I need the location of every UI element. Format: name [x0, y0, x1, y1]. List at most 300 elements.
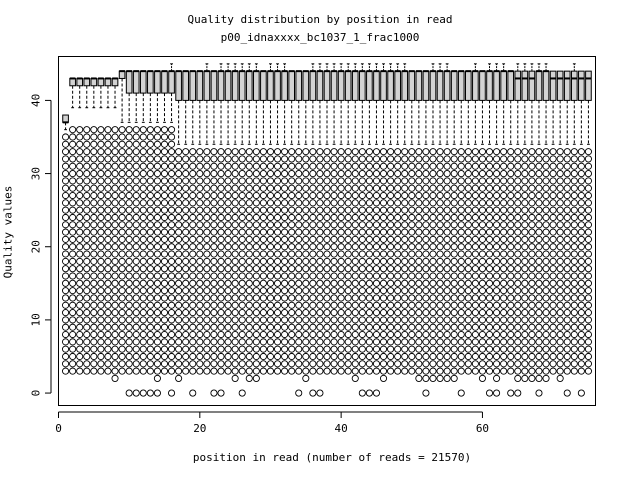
outlier-point — [218, 207, 224, 213]
outlier-point — [126, 361, 132, 367]
outlier-point — [444, 331, 450, 337]
outlier-point — [395, 346, 401, 352]
outlier-point — [190, 214, 196, 220]
outlier-point — [218, 214, 224, 220]
outlier-point — [260, 163, 266, 169]
outlier-point — [62, 339, 68, 345]
outlier-point — [402, 185, 408, 191]
outlier-point — [310, 295, 316, 301]
outlier-point — [77, 258, 83, 264]
outlier-point — [218, 258, 224, 264]
outlier-point — [324, 214, 330, 220]
outlier-point — [578, 149, 584, 155]
outlier-point — [91, 251, 97, 257]
outlier-point — [409, 346, 415, 352]
outlier-point — [154, 222, 160, 228]
outlier-point — [536, 258, 542, 264]
outlier-point — [536, 339, 542, 345]
outlier-point — [564, 317, 570, 323]
outlier-point — [423, 156, 429, 162]
outlier-point — [395, 361, 401, 367]
outlier-point — [168, 324, 174, 330]
outlier-point — [395, 178, 401, 184]
outlier-point — [331, 200, 337, 206]
outlier-point — [289, 288, 295, 294]
outlier-point — [402, 346, 408, 352]
outlier-point — [204, 266, 210, 272]
outlier-point — [154, 295, 160, 301]
outlier-point — [465, 185, 471, 191]
outlier-point — [395, 317, 401, 323]
outlier-point — [550, 192, 556, 198]
outlier-point — [183, 339, 189, 345]
outlier-point — [211, 200, 217, 206]
outlier-point — [345, 185, 351, 191]
outlier-point — [529, 149, 535, 155]
outlier-point — [246, 280, 252, 286]
outlier-point — [267, 331, 273, 337]
outlier-point — [112, 200, 118, 206]
outlier-point — [423, 266, 429, 272]
outlier-point — [451, 192, 457, 198]
outlier-point — [345, 339, 351, 345]
outlier-point — [402, 192, 408, 198]
outlier-point — [409, 251, 415, 257]
outlier-point — [260, 361, 266, 367]
outlier-point — [133, 222, 139, 228]
box — [451, 71, 457, 100]
outlier-point — [218, 185, 224, 191]
box — [550, 71, 556, 100]
outlier-point — [303, 258, 309, 264]
outlier-point — [282, 273, 288, 279]
outlier-point — [395, 185, 401, 191]
outlier-point — [147, 207, 153, 213]
outlier-point — [522, 309, 528, 315]
outlier-point — [112, 273, 118, 279]
outlier-point — [564, 324, 570, 330]
outlier-point — [140, 170, 146, 176]
outlier-point — [324, 236, 330, 242]
outlier-point — [578, 324, 584, 330]
outlier-point — [246, 222, 252, 228]
outlier-point — [260, 222, 266, 228]
outlier-point — [395, 331, 401, 337]
outlier-point — [402, 295, 408, 301]
outlier-point — [423, 390, 429, 396]
outlier-point — [557, 375, 563, 381]
outlier-point — [317, 207, 323, 213]
outlier-point — [585, 317, 591, 323]
outlier-point — [451, 331, 457, 337]
outlier-point — [515, 288, 521, 294]
outlier-point — [70, 127, 76, 133]
outlier-point — [451, 302, 457, 308]
outlier-point — [444, 339, 450, 345]
outlier-point — [112, 134, 118, 140]
outlier-point — [458, 222, 464, 228]
outlier-point — [395, 222, 401, 228]
outlier-point — [197, 324, 203, 330]
outlier-point — [154, 288, 160, 294]
outlier-point — [387, 185, 393, 191]
outlier-point — [536, 280, 542, 286]
box-position-36 — [310, 64, 316, 396]
outlier-point — [501, 346, 507, 352]
outlier-point — [296, 229, 302, 235]
outlier-point — [550, 258, 556, 264]
box — [494, 71, 500, 100]
outlier-point — [458, 361, 464, 367]
outlier-point — [550, 346, 556, 352]
outlier-point — [352, 295, 358, 301]
outlier-point — [112, 309, 118, 315]
outlier-point — [183, 185, 189, 191]
outlier-point — [140, 317, 146, 323]
outlier-point — [246, 375, 252, 381]
outlier-point — [331, 229, 337, 235]
outlier-point — [522, 244, 528, 250]
outlier-point — [274, 192, 280, 198]
outlier-point — [479, 368, 485, 374]
outlier-point — [451, 178, 457, 184]
outlier-point — [133, 127, 139, 133]
outlier-point — [84, 163, 90, 169]
outlier-point — [176, 375, 182, 381]
outlier-point — [451, 339, 457, 345]
outlier-point — [140, 339, 146, 345]
outlier-point — [338, 163, 344, 169]
outlier-point — [352, 170, 358, 176]
outlier-point — [366, 280, 372, 286]
outlier-point — [225, 149, 231, 155]
outlier-point — [550, 302, 556, 308]
outlier-point — [154, 266, 160, 272]
outlier-point — [84, 192, 90, 198]
outlier-point — [508, 156, 514, 162]
box — [310, 71, 316, 100]
outlier-point — [451, 251, 457, 257]
outlier-point — [112, 353, 118, 359]
outlier-point — [338, 185, 344, 191]
outlier-point — [126, 236, 132, 242]
outlier-point — [465, 368, 471, 374]
outlier-point — [331, 214, 337, 220]
outlier-point — [522, 236, 528, 242]
outlier-point — [274, 170, 280, 176]
outlier-point — [147, 302, 153, 308]
outlier-point — [437, 331, 443, 337]
outlier-point — [409, 229, 415, 235]
outlier-point — [557, 295, 563, 301]
outlier-point — [486, 163, 492, 169]
outlier-point — [366, 390, 372, 396]
outlier-point — [183, 222, 189, 228]
box-position-26 — [239, 64, 245, 396]
outlier-point — [147, 236, 153, 242]
box — [579, 71, 585, 100]
outlier-point — [352, 266, 358, 272]
outlier-point — [154, 331, 160, 337]
chart-subtitle: p00_idnaxxxx_bc1037_1_frac1000 — [220, 31, 420, 44]
outlier-point — [430, 258, 436, 264]
box-position-2 — [70, 78, 76, 374]
outlier-point — [317, 295, 323, 301]
outlier-point — [352, 317, 358, 323]
outlier-point — [444, 317, 450, 323]
outlier-point — [359, 324, 365, 330]
outlier-point — [225, 317, 231, 323]
outlier-point — [218, 302, 224, 308]
outlier-point — [493, 295, 499, 301]
outlier-point — [529, 317, 535, 323]
outlier-point — [465, 302, 471, 308]
outlier-point — [77, 207, 83, 213]
outlier-point — [197, 258, 203, 264]
outlier-point — [317, 288, 323, 294]
outlier-point — [550, 200, 556, 206]
outlier-point — [62, 214, 68, 220]
outlier-point — [183, 353, 189, 359]
outlier-point — [423, 185, 429, 191]
outlier-point — [437, 222, 443, 228]
outlier-point — [253, 149, 259, 155]
y-tick-label: 40 — [29, 93, 43, 108]
outlier-point — [331, 244, 337, 250]
outlier-point — [501, 229, 507, 235]
outlier-point — [211, 170, 217, 176]
outlier-point — [147, 339, 153, 345]
outlier-point — [126, 141, 132, 147]
outlier-point — [105, 149, 111, 155]
outlier-point — [239, 339, 245, 345]
box-position-51 — [416, 71, 422, 381]
outlier-point — [515, 309, 521, 315]
outlier-point — [529, 331, 535, 337]
outlier-point — [84, 244, 90, 250]
outlier-point — [91, 236, 97, 242]
outlier-point — [465, 163, 471, 169]
outlier-point — [486, 302, 492, 308]
outlier-point — [564, 390, 570, 396]
outlier-point — [359, 170, 365, 176]
outlier-point — [324, 229, 330, 235]
box-position-10 — [126, 71, 132, 396]
outlier-point — [183, 280, 189, 286]
outlier-point — [451, 229, 457, 235]
outlier-point — [176, 214, 182, 220]
outlier-point — [239, 266, 245, 272]
outlier-point — [98, 134, 104, 140]
outlier-point — [303, 368, 309, 374]
outlier-point — [112, 222, 118, 228]
outlier-point — [395, 214, 401, 220]
outlier-point — [451, 244, 457, 250]
outlier-point — [91, 178, 97, 184]
box-position-57 — [458, 71, 464, 396]
outlier-point — [409, 266, 415, 272]
outlier-point — [472, 178, 478, 184]
outlier-point — [416, 200, 422, 206]
outlier-point — [557, 346, 563, 352]
outlier-point — [211, 273, 217, 279]
outlier-point — [225, 192, 231, 198]
outlier-point — [416, 368, 422, 374]
outlier-point — [204, 339, 210, 345]
outlier-point — [98, 295, 104, 301]
outlier-point — [77, 339, 83, 345]
outlier-point — [197, 266, 203, 272]
outlier-point — [77, 200, 83, 206]
outlier-point — [493, 258, 499, 264]
outlier-point — [62, 324, 68, 330]
outlier-point — [416, 222, 422, 228]
outlier-point — [366, 266, 372, 272]
outlier-point — [380, 156, 386, 162]
outlier-point — [571, 149, 577, 155]
outlier-point — [190, 229, 196, 235]
outlier-point — [296, 149, 302, 155]
outlier-point — [267, 346, 273, 352]
outlier-point — [373, 185, 379, 191]
outlier-point — [303, 375, 309, 381]
outlier-point — [409, 200, 415, 206]
outlier-point — [253, 214, 259, 220]
outlier-point — [176, 324, 182, 330]
outlier-point — [331, 266, 337, 272]
outlier-point — [543, 295, 549, 301]
outlier-point — [373, 229, 379, 235]
outlier-point — [168, 185, 174, 191]
outlier-point — [112, 236, 118, 242]
outlier-point — [493, 309, 499, 315]
outlier-point — [225, 353, 231, 359]
outlier-point — [395, 288, 401, 294]
outlier-point — [585, 288, 591, 294]
outlier-point — [274, 368, 280, 374]
outlier-point — [352, 302, 358, 308]
outlier-point — [232, 149, 238, 155]
outlier-point — [317, 309, 323, 315]
outlier-point — [536, 302, 542, 308]
outlier-point — [140, 302, 146, 308]
outlier-point — [508, 251, 514, 257]
outlier-point — [70, 222, 76, 228]
outlier-point — [225, 214, 231, 220]
outlier-point — [105, 331, 111, 337]
outlier-point — [423, 346, 429, 352]
outlier-point — [168, 200, 174, 206]
outlier-point — [486, 178, 492, 184]
outlier-point — [267, 236, 273, 242]
box — [84, 78, 90, 85]
outlier-point — [352, 324, 358, 330]
outlier-point — [147, 244, 153, 250]
outlier-point — [373, 317, 379, 323]
outlier-point — [126, 214, 132, 220]
outlier-point — [373, 353, 379, 359]
outlier-point — [571, 361, 577, 367]
outlier-point — [564, 185, 570, 191]
outlier-point — [465, 324, 471, 330]
x-tick-label: 60 — [475, 422, 490, 435]
outlier-point — [317, 273, 323, 279]
outlier-point — [274, 229, 280, 235]
box-position-60 — [479, 71, 485, 381]
outlier-point — [289, 302, 295, 308]
outlier-point — [472, 273, 478, 279]
outlier-point — [204, 302, 210, 308]
box — [529, 71, 535, 100]
outlier-point — [578, 236, 584, 242]
outlier-point — [578, 207, 584, 213]
outlier-point — [260, 244, 266, 250]
outlier-point — [161, 346, 167, 352]
outlier-point — [338, 156, 344, 162]
outlier-point — [571, 156, 577, 162]
outlier-point — [585, 156, 591, 162]
outlier-point — [585, 170, 591, 176]
outlier-point — [564, 266, 570, 272]
outlier-point — [515, 185, 521, 191]
outlier-point — [253, 163, 259, 169]
outlier-point — [62, 251, 68, 257]
outlier-point — [444, 149, 450, 155]
outlier-point — [317, 353, 323, 359]
outlier-point — [70, 200, 76, 206]
outlier-point — [501, 273, 507, 279]
outlier-point — [183, 309, 189, 315]
outlier-point — [416, 331, 422, 337]
outlier-point — [324, 170, 330, 176]
outlier-point — [232, 295, 238, 301]
box-position-27 — [246, 64, 252, 382]
outlier-point — [140, 288, 146, 294]
outlier-point — [183, 236, 189, 242]
outlier-point — [253, 353, 259, 359]
outlier-point — [176, 317, 182, 323]
outlier-point — [119, 353, 125, 359]
outlier-point — [543, 346, 549, 352]
outlier-point — [84, 280, 90, 286]
outlier-point — [147, 222, 153, 228]
box-position-49 — [402, 64, 408, 374]
outlier-point — [253, 178, 259, 184]
outlier-point — [578, 273, 584, 279]
outlier-point — [62, 149, 68, 155]
outlier-point — [289, 258, 295, 264]
outlier-point — [430, 368, 436, 374]
box-position-41 — [345, 64, 351, 374]
outlier-point — [515, 258, 521, 264]
outlier-point — [352, 149, 358, 155]
outlier-point — [239, 361, 245, 367]
outlier-point — [218, 170, 224, 176]
outlier-point — [317, 390, 323, 396]
outlier-point — [479, 200, 485, 206]
outlier-point — [119, 309, 125, 315]
outlier-point — [70, 258, 76, 264]
outlier-point — [84, 207, 90, 213]
outlier-point — [331, 192, 337, 198]
outlier-point — [458, 163, 464, 169]
outlier-point — [62, 361, 68, 367]
outlier-point — [133, 156, 139, 162]
outlier-point — [395, 266, 401, 272]
outlier-point — [218, 273, 224, 279]
outlier-point — [91, 280, 97, 286]
box — [487, 71, 493, 100]
